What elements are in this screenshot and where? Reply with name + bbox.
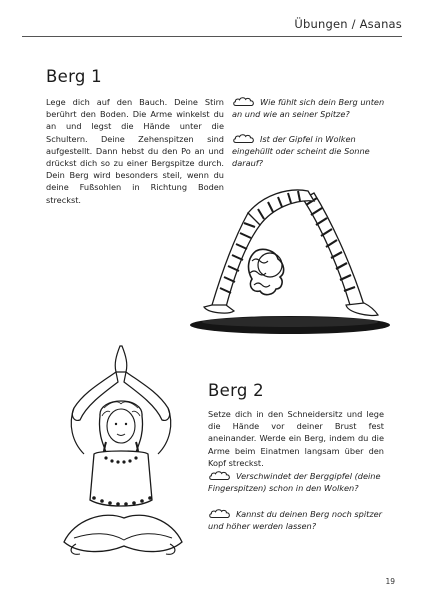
instruction-text: Setze dich in den Schneidersitz und lege die Hände vor deiner Brust fest aneinander. Werde ein Berg, indem du die Arme beim Einatmen langsam über den Kopf streckst. <box>208 409 384 468</box>
header-divider <box>22 36 402 37</box>
chapter-title: Übungen / Asanas <box>294 17 402 31</box>
question-text: Kannst du deinen Berg noch spitzer und höher werden lassen? <box>208 509 383 532</box>
reflection-question <box>208 470 386 494</box>
cloud-icon <box>208 470 232 481</box>
cloud-icon <box>232 96 256 107</box>
question-text: Ist der Gipfel in Wolken eingehüllt oder scheint die Sonne darauf? <box>232 134 370 169</box>
section-title: Berg 1 <box>46 67 102 86</box>
reflection-question <box>232 96 392 120</box>
section-title: Berg 2 <box>208 381 264 400</box>
page-number: 19 <box>385 577 395 586</box>
question-text: Wie fühlt sich dein Berg unten an und wie an seiner Spitze? <box>232 97 385 120</box>
question-text: Verschwindet der Berggipfel (deine Fingerspitzen) schon in den Wolken? <box>208 471 381 494</box>
child-seated-mountain-pose-illustration <box>44 342 204 582</box>
cloud-icon <box>208 508 232 519</box>
instruction-text: Lege dich auf den Bauch. Deine Stirn berührt den Boden. Die Arme winkelst du an und legst die Hände unter die Schultern. Deine Zehenspitzen sind aufgestellt. Dann hebst du den Po an und drückst dich so zu einer Bergspitze durch. Dein Berg wird besonders steil, wenn du deine Fußsohlen in Richtung Boden streckst. <box>46 97 224 205</box>
reflection-question <box>208 508 386 532</box>
cloud-icon <box>232 133 256 144</box>
child-downward-mountain-pose-illustration <box>178 165 398 340</box>
